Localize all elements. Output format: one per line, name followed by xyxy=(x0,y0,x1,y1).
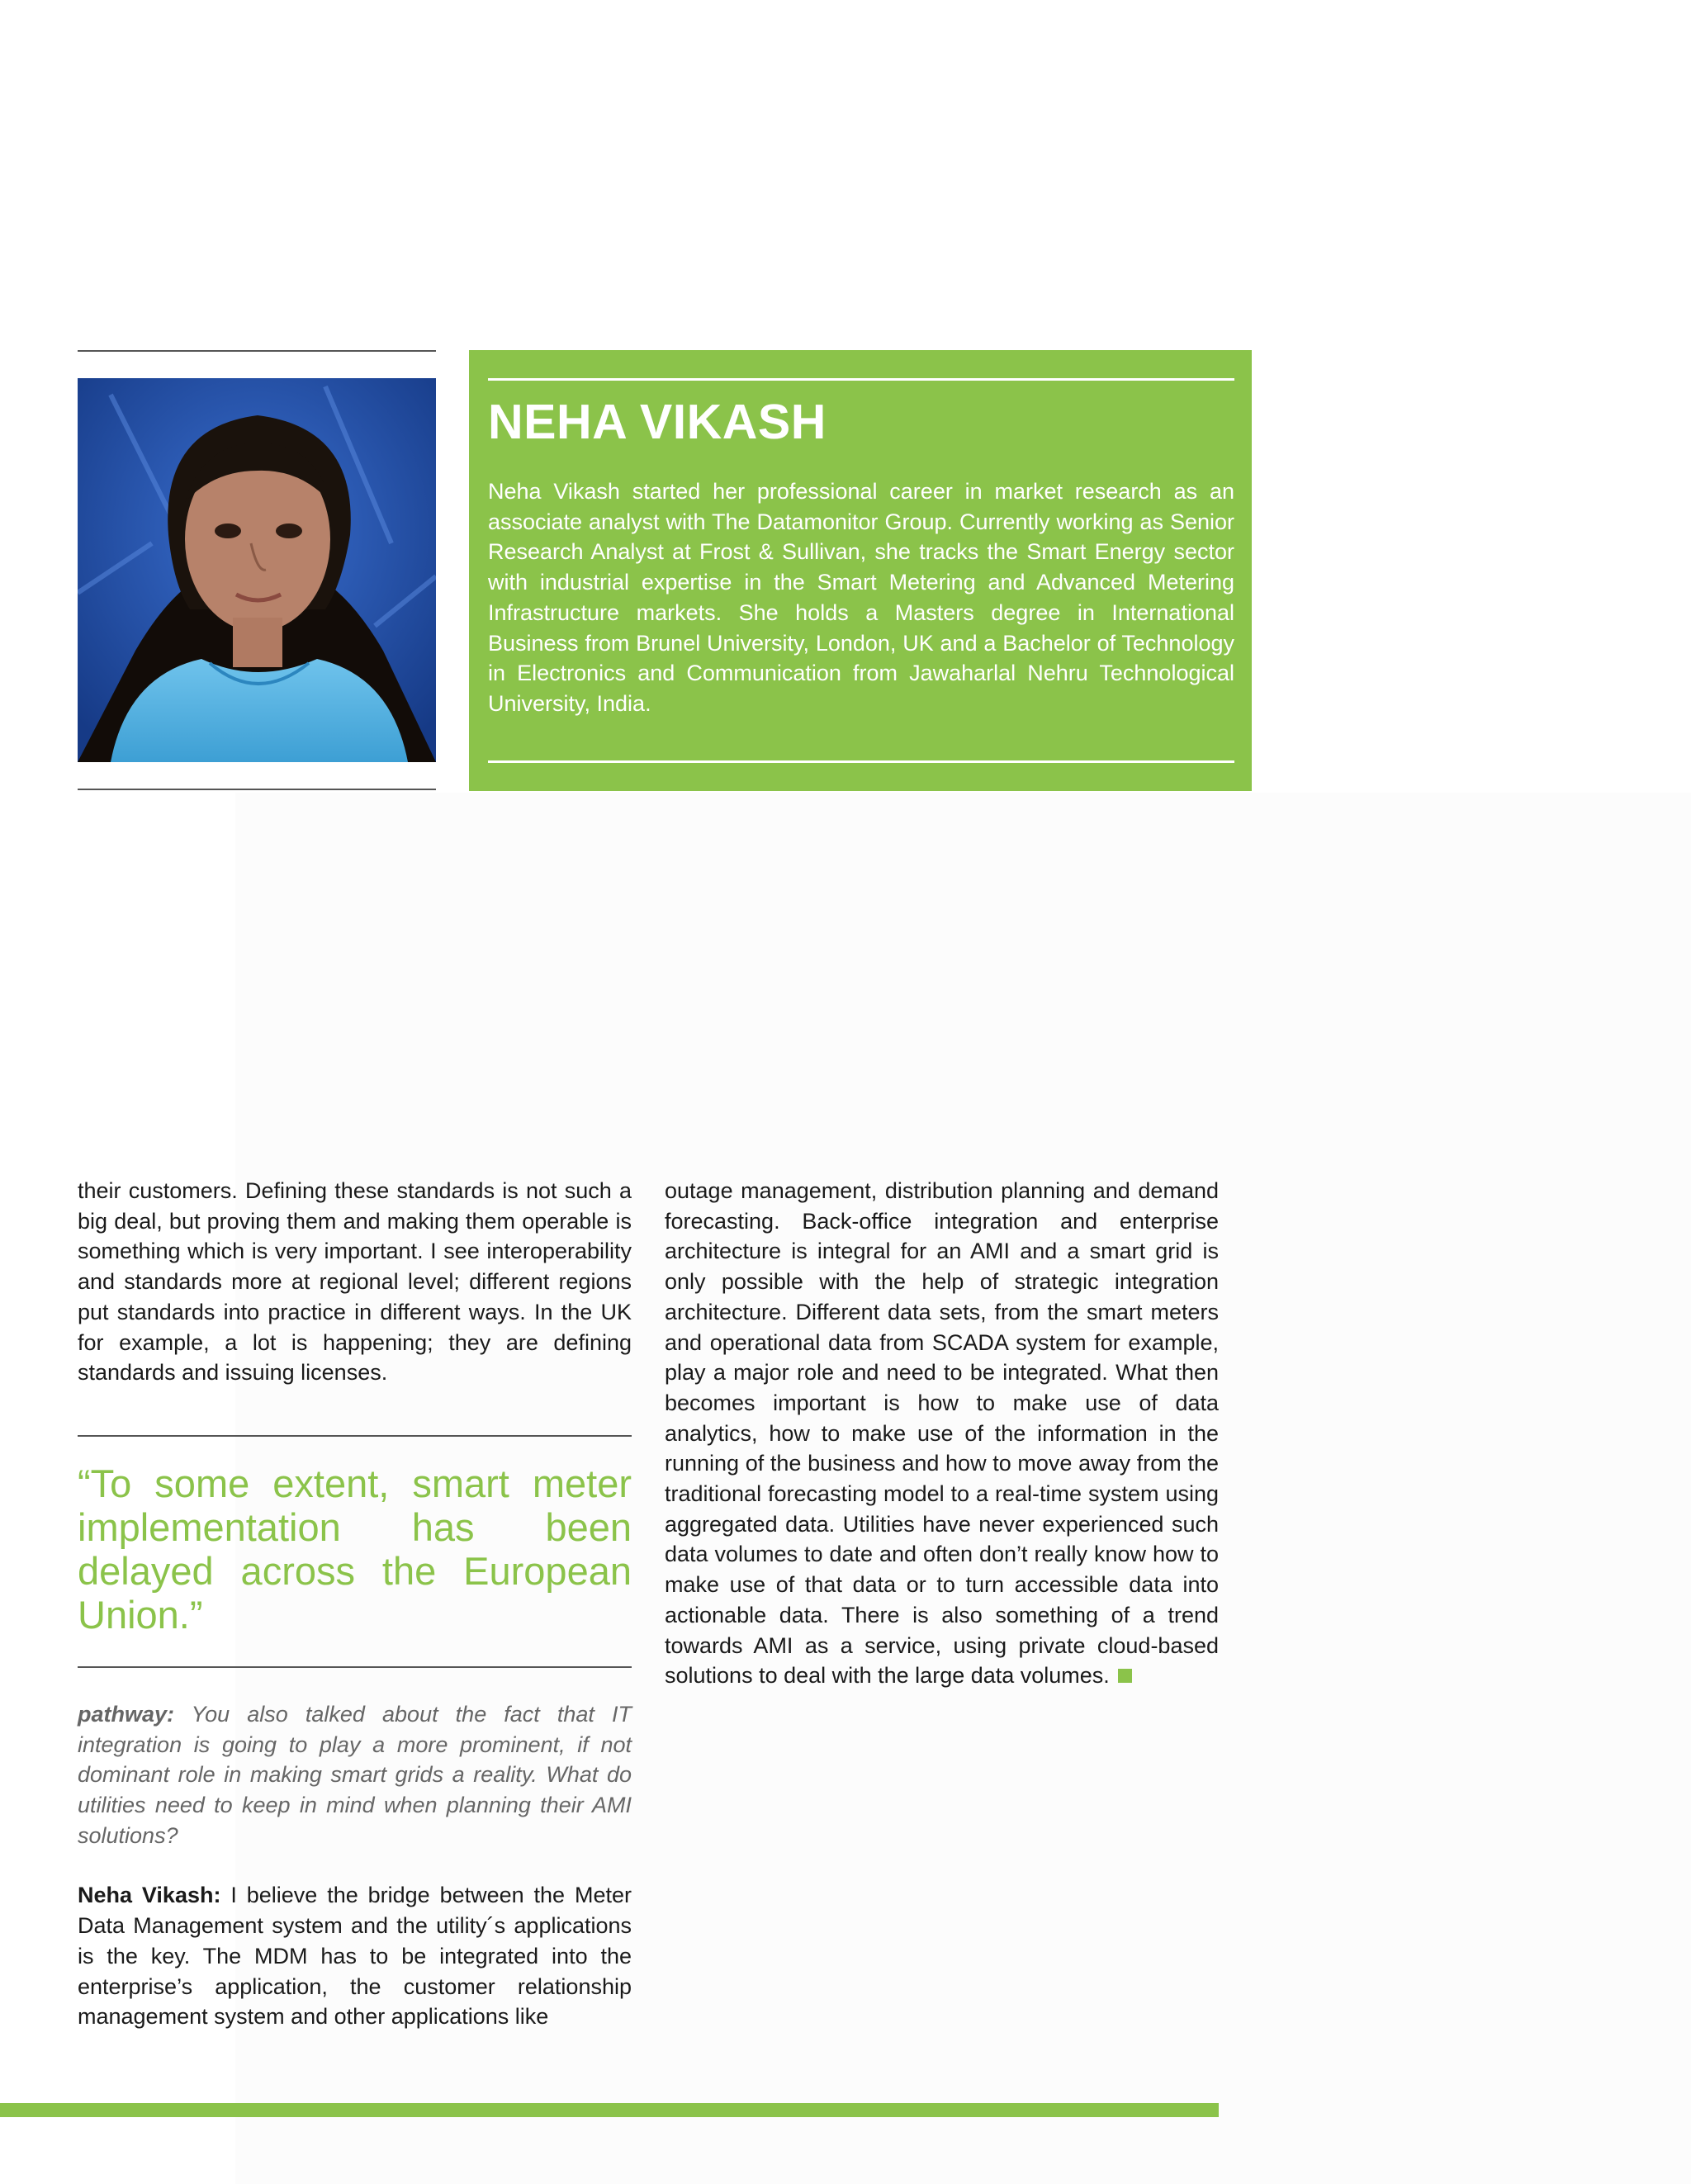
footer-accent-bar xyxy=(0,2103,1219,2117)
bio-bottom-rule xyxy=(488,760,1234,763)
portrait-photo xyxy=(78,378,436,762)
article-right-text: outage management, distribution planning and demand forecasting. Back-office integration and enterprise architecture is integral for an AMI and a smart grid is only possible with the help of strategic integration architecture. Different data sets, from the smart meters and operational data from SCADA system for example, play a major role and need to be integrated. What then becomes important is how to make use of data analytics, how to make use of the information in the running of the business and how to move away from the traditional forecasting model to a real-time system using aggregated data. Utilities have never experienced such data volumes to date and often don’t really know how to make use of that data or to turn accessible data into actionable data. There is also something of a trend towards AMI as a service, using private cloud-based solutions to deal with the large data volumes. xyxy=(665,1178,1219,1689)
interview-question xyxy=(78,1699,632,1851)
article-right-paragraph xyxy=(665,1176,1219,1691)
interview-answer xyxy=(78,1880,632,2032)
question-lead: pathway: xyxy=(78,1701,175,1727)
photo-bottom-rule xyxy=(78,789,436,790)
bio-panel xyxy=(469,350,1252,791)
article-left-column xyxy=(78,1176,632,2032)
article-right-column xyxy=(665,1176,1219,1691)
bio-top-rule xyxy=(488,378,1234,381)
pull-quote-bottom-rule xyxy=(78,1666,632,1668)
photo-top-rule xyxy=(78,350,436,352)
portrait-illustration xyxy=(78,378,436,762)
question-text: You also talked about the fact that IT integration is going to play a more prominent, if not dominant role in making smart grids a reality. What do utilities need to keep in mind when planning their AMI solutions? xyxy=(78,1701,632,1848)
pull-quote: “To some extent, smart meter implementation has been delayed across the European Union.” xyxy=(78,1461,632,1637)
answer-text: I believe the bridge between the Meter Data Management system and the utility´s applications is the key. The MDM has to be integrated into the enterprise’s application, the customer relationship management system and other applications like xyxy=(78,1883,632,2030)
profile-name: NEHA VIKASH xyxy=(488,395,827,449)
pull-quote-top-rule xyxy=(78,1435,632,1437)
profile-bio: Neha Vikash started her professional career in market research as an associate analyst with The Datamonitor Group. Currently working as Senior Research Analyst at Frost & Sullivan, she tracks the Smart Energy sector with industrial expertise in the Smart Metering and Advanced Metering Infrastructure markets. She holds a Masters degree in International Business from Brunel University, London, UK and a Bachelor of Technology in Electronics and Communication from Jawaharlal Nehru Technological University, India. xyxy=(488,479,1234,716)
answer-speaker: Neha Vikash: xyxy=(78,1883,221,1908)
article-end-square-icon xyxy=(1118,1669,1132,1683)
article-intro-paragraph: their customers. Defining these standards is not such a big deal, but proving them and making them operable is something which is very important. I see interoperability and standards more at regional level; different regions put standards into practice in different ways. In the UK for example, a lot is happening; they are defining standards and issuing licenses. xyxy=(78,1178,632,1386)
